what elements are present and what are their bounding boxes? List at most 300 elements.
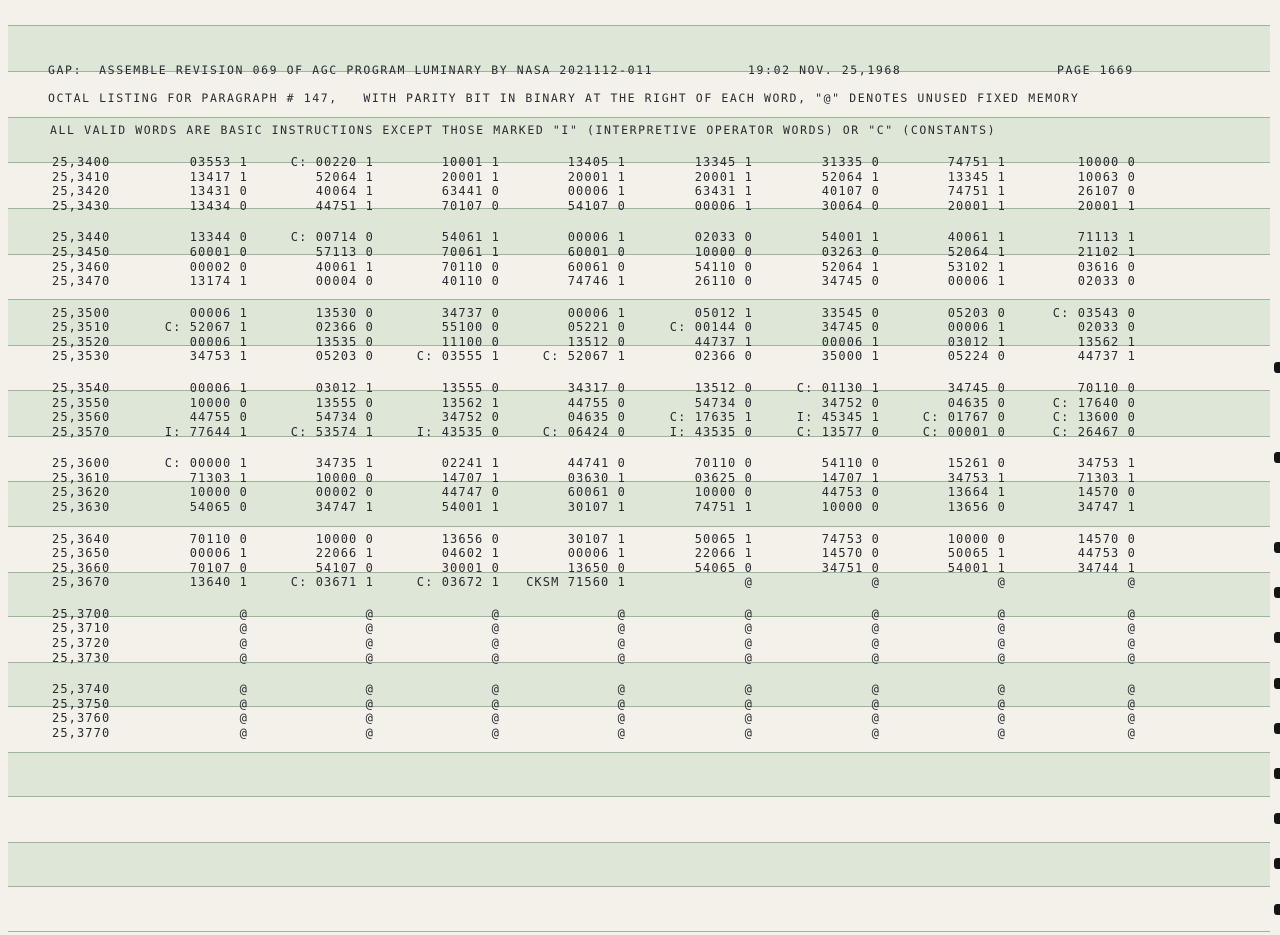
- row-address: 25,3470: [52, 274, 111, 289]
- octal-word: 13562 1: [1077, 334, 1136, 349]
- octal-word: @: [871, 696, 880, 711]
- row-address: 25,3760: [52, 711, 111, 726]
- octal-word: @: [239, 621, 248, 636]
- octal-word: 70107 0: [441, 198, 500, 213]
- octal-word: 14570 0: [1077, 485, 1136, 500]
- octal-word: 20001 1: [947, 198, 1006, 213]
- octal-word: @: [744, 682, 753, 697]
- octal-word: 04635 0: [947, 395, 1006, 410]
- feed-hole: [1274, 813, 1280, 824]
- octal-word: 10063 0: [1077, 169, 1136, 184]
- octal-word: 34744 1: [1077, 560, 1136, 575]
- octal-word: @: [871, 575, 880, 590]
- octal-word: 70110 0: [441, 259, 500, 274]
- octal-word: @: [744, 650, 753, 665]
- octal-word: 00006 1: [567, 305, 626, 320]
- octal-word: 13434 0: [189, 198, 248, 213]
- listing-timestamp: 19:02 NOV. 25,1968: [748, 63, 902, 77]
- band-rule: [8, 25, 1270, 26]
- octal-word: 44751 1: [315, 198, 374, 213]
- row-address: 25,3430: [52, 198, 111, 213]
- octal-word: @: [997, 575, 1006, 590]
- octal-word: C: 53574 1: [290, 424, 374, 439]
- octal-word: @: [997, 711, 1006, 726]
- band-rule: [8, 931, 1270, 932]
- octal-word: 70110 0: [1077, 380, 1136, 395]
- octal-word: @: [617, 606, 626, 621]
- feed-hole: [1274, 678, 1280, 689]
- octal-word: 02241 1: [441, 456, 500, 471]
- octal-word: @: [1127, 725, 1136, 740]
- octal-word: 04635 0: [567, 410, 626, 425]
- octal-word: 13640 1: [189, 575, 248, 590]
- row-address: 25,3750: [52, 696, 111, 711]
- octal-word: 33545 0: [821, 305, 880, 320]
- octal-word: 34747 1: [1077, 500, 1136, 514]
- octal-word: 74751 1: [694, 500, 753, 514]
- paper-band: [8, 752, 1270, 796]
- octal-word: C: 52067 1: [542, 349, 626, 364]
- octal-word: C: 26467 0: [1052, 424, 1136, 439]
- octal-word: 34737 0: [441, 305, 500, 320]
- octal-word: 15261 0: [947, 456, 1006, 471]
- octal-word: @: [491, 696, 500, 711]
- octal-word: 00006 1: [189, 334, 248, 349]
- octal-word: 13650 0: [567, 560, 626, 575]
- octal-word: C: 00714 0: [290, 230, 374, 245]
- octal-word: @: [871, 682, 880, 697]
- octal-word: 13344 0: [189, 230, 248, 245]
- octal-word: @: [491, 725, 500, 740]
- octal-word: 74753 0: [821, 531, 880, 546]
- feed-hole: [1274, 632, 1280, 643]
- octal-word: @: [617, 696, 626, 711]
- octal-word: 30107 1: [567, 531, 626, 546]
- row-address: 25,3700: [52, 606, 111, 621]
- octal-word: 13555 0: [441, 380, 500, 395]
- row-address: 25,3540: [52, 380, 111, 395]
- row-address: 25,3400: [52, 155, 111, 169]
- octal-word: @: [617, 711, 626, 726]
- octal-word: 34745 0: [947, 380, 1006, 395]
- row-address: 25,3570: [52, 424, 111, 439]
- octal-word: C: 00144 0: [669, 320, 753, 335]
- band-rule: [8, 526, 1270, 527]
- octal-word: 14707 1: [821, 470, 880, 485]
- octal-word: @: [997, 725, 1006, 740]
- octal-word: 13405 1: [567, 155, 626, 169]
- octal-word: 10000 0: [947, 531, 1006, 546]
- octal-word: @: [617, 725, 626, 740]
- band-rule: [8, 299, 1270, 300]
- octal-word: I: 43535 0: [416, 424, 500, 439]
- octal-word: 22066 1: [694, 546, 753, 561]
- octal-word: 13530 0: [315, 305, 374, 320]
- octal-word: 40110 0: [441, 274, 500, 289]
- feed-hole: [1274, 452, 1280, 463]
- octal-word: 10000 0: [189, 395, 248, 410]
- octal-word: 54734 0: [315, 410, 374, 425]
- octal-word: 13512 0: [694, 380, 753, 395]
- octal-word: C: 00001 0: [922, 424, 1006, 439]
- octal-word: @: [239, 636, 248, 650]
- octal-word: @: [617, 682, 626, 697]
- octal-word: 11100 0: [441, 334, 500, 349]
- octal-word: 02366 0: [694, 349, 753, 364]
- octal-word: 70110 0: [189, 531, 248, 546]
- octal-word: 35000 1: [821, 349, 880, 364]
- octal-word: 54110 0: [694, 259, 753, 274]
- octal-word: 71303 1: [1077, 470, 1136, 485]
- octal-word: @: [491, 682, 500, 697]
- octal-word: 54734 0: [694, 395, 753, 410]
- octal-word: 13555 0: [315, 395, 374, 410]
- octal-word: 54107 0: [567, 198, 626, 213]
- octal-word: C: 01767 0: [922, 410, 1006, 425]
- octal-word: @: [239, 711, 248, 726]
- octal-word: 03630 1: [567, 470, 626, 485]
- octal-word: 71113 1: [1077, 230, 1136, 245]
- row-address: 25,3460: [52, 259, 111, 274]
- octal-word: @: [871, 606, 880, 621]
- octal-word: @: [871, 725, 880, 740]
- octal-word: 13656 0: [441, 531, 500, 546]
- octal-word: @: [1127, 711, 1136, 726]
- octal-word: @: [744, 725, 753, 740]
- row-address: 25,3720: [52, 636, 111, 650]
- octal-word: 74751 1: [947, 155, 1006, 169]
- octal-word: 03625 0: [694, 470, 753, 485]
- octal-word: 52064 1: [821, 169, 880, 184]
- row-address: 25,3530: [52, 349, 111, 364]
- octal-word: @: [871, 711, 880, 726]
- octal-word: 05012 1: [694, 305, 753, 320]
- row-address: 25,3660: [52, 560, 111, 575]
- octal-word: 10000 0: [315, 470, 374, 485]
- octal-word: @: [1127, 636, 1136, 650]
- octal-word: C: 03671 1: [290, 575, 374, 590]
- octal-word: 60001 0: [567, 244, 626, 259]
- octal-word: 02366 0: [315, 320, 374, 335]
- octal-word: 54110 0: [821, 456, 880, 471]
- row-address: 25,3670: [52, 575, 111, 590]
- octal-word: 00006 1: [947, 320, 1006, 335]
- octal-word: @: [997, 621, 1006, 636]
- octal-word: 54001 1: [821, 230, 880, 245]
- octal-word: 55100 0: [441, 320, 500, 335]
- octal-word: C: 17640 0: [1052, 395, 1136, 410]
- octal-word: 10000 0: [315, 531, 374, 546]
- listing-legend: ALL VALID WORDS ARE BASIC INSTRUCTIONS EXCEPT THOSE MARKED "I" (INTERPRETIVE OPERATOR WORDS) OR "C" (CONSTANTS): [50, 123, 997, 137]
- octal-word: C: 13600 0: [1052, 410, 1136, 425]
- octal-word: @: [871, 636, 880, 650]
- octal-word: 30001 0: [441, 560, 500, 575]
- octal-word: 02033 0: [694, 230, 753, 245]
- octal-word: 14570 0: [1077, 531, 1136, 546]
- octal-word: 63431 1: [694, 184, 753, 199]
- octal-word: 00006 1: [189, 546, 248, 561]
- octal-word: 52064 1: [315, 169, 374, 184]
- octal-word: 00006 1: [567, 184, 626, 199]
- octal-word: 00006 1: [189, 305, 248, 320]
- octal-word: 13345 1: [694, 155, 753, 169]
- octal-word: 44747 0: [441, 485, 500, 500]
- octal-word: 40061 1: [947, 230, 1006, 245]
- feed-hole: [1274, 587, 1280, 598]
- octal-word: 13656 0: [947, 500, 1006, 514]
- octal-word: @: [997, 636, 1006, 650]
- feed-hole: [1274, 362, 1280, 373]
- octal-word: 00006 1: [821, 334, 880, 349]
- octal-word: C: 17635 1: [669, 410, 753, 425]
- octal-word: 00006 1: [694, 198, 753, 213]
- octal-word: 13431 0: [189, 184, 248, 199]
- octal-word: 02033 0: [1077, 320, 1136, 335]
- octal-word: C: 01130 1: [796, 380, 880, 395]
- row-address: 25,3500: [52, 305, 111, 320]
- octal-word: C: 13577 0: [796, 424, 880, 439]
- octal-word: 34753 1: [947, 470, 1006, 485]
- octal-word: 34752 0: [441, 410, 500, 425]
- row-address: 25,3630: [52, 500, 111, 514]
- octal-word: @: [491, 650, 500, 665]
- paper-band: [8, 842, 1270, 886]
- row-address: 25,3520: [52, 334, 111, 349]
- octal-word: @: [997, 696, 1006, 711]
- octal-word: 10001 1: [441, 155, 500, 169]
- octal-word: @: [365, 725, 374, 740]
- row-address: 25,3600: [52, 456, 111, 471]
- listing-title: GAP: ASSEMBLE REVISION 069 OF AGC PROGRAM LUMINARY BY NASA 2021112-011: [48, 63, 654, 77]
- octal-word: 00002 0: [189, 259, 248, 274]
- octal-word: 53102 1: [947, 259, 1006, 274]
- octal-word: @: [239, 606, 248, 621]
- octal-word: 44753 0: [821, 485, 880, 500]
- octal-word: 44741 0: [567, 456, 626, 471]
- octal-word: 34752 0: [821, 395, 880, 410]
- octal-word: 04602 1: [441, 546, 500, 561]
- octal-word: 13174 1: [189, 274, 248, 289]
- octal-word: 50065 1: [947, 546, 1006, 561]
- feed-hole: [1274, 723, 1280, 734]
- octal-word: @: [365, 606, 374, 621]
- octal-word: 54001 1: [947, 560, 1006, 575]
- octal-word: @: [1127, 606, 1136, 621]
- octal-word: 00002 0: [315, 485, 374, 500]
- octal-word: @: [365, 696, 374, 711]
- feed-hole: [1274, 858, 1280, 869]
- octal-word: 52064 1: [821, 259, 880, 274]
- row-address: 25,3410: [52, 169, 111, 184]
- octal-word: 13417 1: [189, 169, 248, 184]
- octal-word: @: [365, 682, 374, 697]
- row-address: 25,3610: [52, 470, 111, 485]
- octal-word: 34753 1: [1077, 456, 1136, 471]
- band-rule: [8, 117, 1270, 118]
- octal-word: @: [1127, 682, 1136, 697]
- feed-hole: [1274, 542, 1280, 553]
- octal-word: 10000 0: [821, 500, 880, 514]
- octal-word: 70061 1: [441, 244, 500, 259]
- octal-word: 02033 0: [1077, 274, 1136, 289]
- octal-word: I: 45345 1: [796, 410, 880, 425]
- octal-word: @: [871, 650, 880, 665]
- octal-word: 26107 0: [1077, 184, 1136, 199]
- octal-word: 74746 1: [567, 274, 626, 289]
- row-address: 25,3440: [52, 230, 111, 245]
- octal-word: 54001 1: [441, 500, 500, 514]
- octal-word: 14707 1: [441, 470, 500, 485]
- octal-word: @: [239, 650, 248, 665]
- row-address: 25,3730: [52, 650, 111, 665]
- octal-word: CKSM 71560 1: [526, 575, 626, 590]
- octal-word: 70110 0: [694, 456, 753, 471]
- octal-word: 20001 1: [441, 169, 500, 184]
- octal-word: 30064 0: [821, 198, 880, 213]
- octal-word: 34751 0: [821, 560, 880, 575]
- octal-word: 54061 1: [441, 230, 500, 245]
- octal-word: 54107 0: [315, 560, 374, 575]
- tractor-feed-holes: [1270, 0, 1280, 935]
- octal-word: @: [491, 606, 500, 621]
- octal-word: @: [871, 621, 880, 636]
- octal-word: 34753 1: [189, 349, 248, 364]
- octal-word: 34317 0: [567, 380, 626, 395]
- octal-word: I: 43535 0: [669, 424, 753, 439]
- octal-word: @: [617, 621, 626, 636]
- octal-word: 40061 1: [315, 259, 374, 274]
- octal-word: 13512 0: [567, 334, 626, 349]
- octal-word: @: [491, 711, 500, 726]
- octal-word: 03012 1: [947, 334, 1006, 349]
- row-address: 25,3650: [52, 546, 111, 561]
- row-address: 25,3640: [52, 531, 111, 546]
- octal-word: C: 52067 1: [164, 320, 248, 335]
- octal-word: C: 06424 0: [542, 424, 626, 439]
- octal-word: 60061 0: [567, 259, 626, 274]
- octal-word: 03553 1: [189, 155, 248, 169]
- octal-word: @: [617, 636, 626, 650]
- octal-word: 21102 1: [1077, 244, 1136, 259]
- octal-word: @: [744, 575, 753, 590]
- octal-word: I: 77644 1: [164, 424, 248, 439]
- octal-word: 34735 1: [315, 456, 374, 471]
- octal-word: 71303 1: [189, 470, 248, 485]
- octal-word: @: [491, 621, 500, 636]
- octal-word: 00004 0: [315, 274, 374, 289]
- octal-word: C: 03555 1: [416, 349, 500, 364]
- row-address: 25,3740: [52, 682, 111, 697]
- octal-word: @: [997, 682, 1006, 697]
- feed-hole: [1274, 768, 1280, 779]
- octal-word: 31335 0: [821, 155, 880, 169]
- octal-word: 22066 1: [315, 546, 374, 561]
- octal-word: 03263 0: [821, 244, 880, 259]
- band-rule: [8, 752, 1270, 753]
- octal-word: 44755 0: [567, 395, 626, 410]
- octal-word: 34745 0: [821, 274, 880, 289]
- octal-word: 70107 0: [189, 560, 248, 575]
- octal-word: @: [744, 636, 753, 650]
- octal-word: @: [744, 711, 753, 726]
- octal-word: 40064 1: [315, 184, 374, 199]
- octal-word: 13535 0: [315, 334, 374, 349]
- octal-word: C: 00220 1: [290, 155, 374, 169]
- row-address: 25,3620: [52, 485, 111, 500]
- page-number: PAGE 1669: [1057, 63, 1134, 77]
- row-address: 25,3510: [52, 320, 111, 335]
- row-address: 25,3550: [52, 395, 111, 410]
- feed-hole: [1274, 904, 1280, 915]
- listing-subtitle: OCTAL LISTING FOR PARAGRAPH # 147, WITH PARITY BIT IN BINARY AT THE RIGHT OF EACH WORD, "@" DENOTES UNUSED FIXED MEMORY: [48, 91, 1080, 105]
- octal-word: 00006 1: [567, 230, 626, 245]
- octal-word: 54065 0: [189, 500, 248, 514]
- octal-word: 74751 1: [947, 184, 1006, 199]
- octal-word: 00006 1: [567, 546, 626, 561]
- octal-word: 03012 1: [315, 380, 374, 395]
- octal-word: @: [239, 696, 248, 711]
- octal-word: 13345 1: [947, 169, 1006, 184]
- octal-word: 00006 1: [189, 380, 248, 395]
- octal-word: 54065 0: [694, 560, 753, 575]
- octal-word: @: [239, 725, 248, 740]
- octal-word: 40107 0: [821, 184, 880, 199]
- octal-word: 20001 1: [1077, 198, 1136, 213]
- octal-word: @: [491, 636, 500, 650]
- octal-word: 03616 0: [1077, 259, 1136, 274]
- octal-word: 10000 0: [189, 485, 248, 500]
- octal-word: 44755 0: [189, 410, 248, 425]
- octal-word: 14570 0: [821, 546, 880, 561]
- octal-word: 63441 0: [441, 184, 500, 199]
- octal-word: 10000 0: [1077, 155, 1136, 169]
- octal-word: 26110 0: [694, 274, 753, 289]
- octal-word: @: [617, 650, 626, 665]
- octal-word: 05203 0: [315, 349, 374, 364]
- octal-word: 05224 0: [947, 349, 1006, 364]
- octal-word: @: [1127, 575, 1136, 590]
- octal-word: @: [1127, 650, 1136, 665]
- octal-word: 05221 0: [567, 320, 626, 335]
- octal-word: C: 00000 1: [164, 456, 248, 471]
- octal-word: 44753 0: [1077, 546, 1136, 561]
- octal-word: 30107 1: [567, 500, 626, 514]
- octal-word: @: [365, 636, 374, 650]
- octal-word: 34747 1: [315, 500, 374, 514]
- octal-word: 20001 1: [694, 169, 753, 184]
- row-address: 25,3710: [52, 621, 111, 636]
- row-address: 25,3450: [52, 244, 111, 259]
- octal-word: @: [239, 682, 248, 697]
- band-rule: [8, 796, 1270, 797]
- octal-word: 05203 0: [947, 305, 1006, 320]
- row-address: 25,3560: [52, 410, 111, 425]
- octal-word: @: [744, 621, 753, 636]
- octal-word: @: [997, 606, 1006, 621]
- octal-word: @: [744, 606, 753, 621]
- octal-word: 10000 0: [694, 485, 753, 500]
- octal-word: 57113 0: [315, 244, 374, 259]
- octal-word: C: 03672 1: [416, 575, 500, 590]
- band-rule: [8, 842, 1270, 843]
- octal-word: 52064 1: [947, 244, 1006, 259]
- octal-word: @: [365, 711, 374, 726]
- octal-word: 10000 0: [694, 244, 753, 259]
- octal-word: 13664 1: [947, 485, 1006, 500]
- octal-word: @: [365, 621, 374, 636]
- octal-word: @: [744, 696, 753, 711]
- octal-word: C: 03543 0: [1052, 305, 1136, 320]
